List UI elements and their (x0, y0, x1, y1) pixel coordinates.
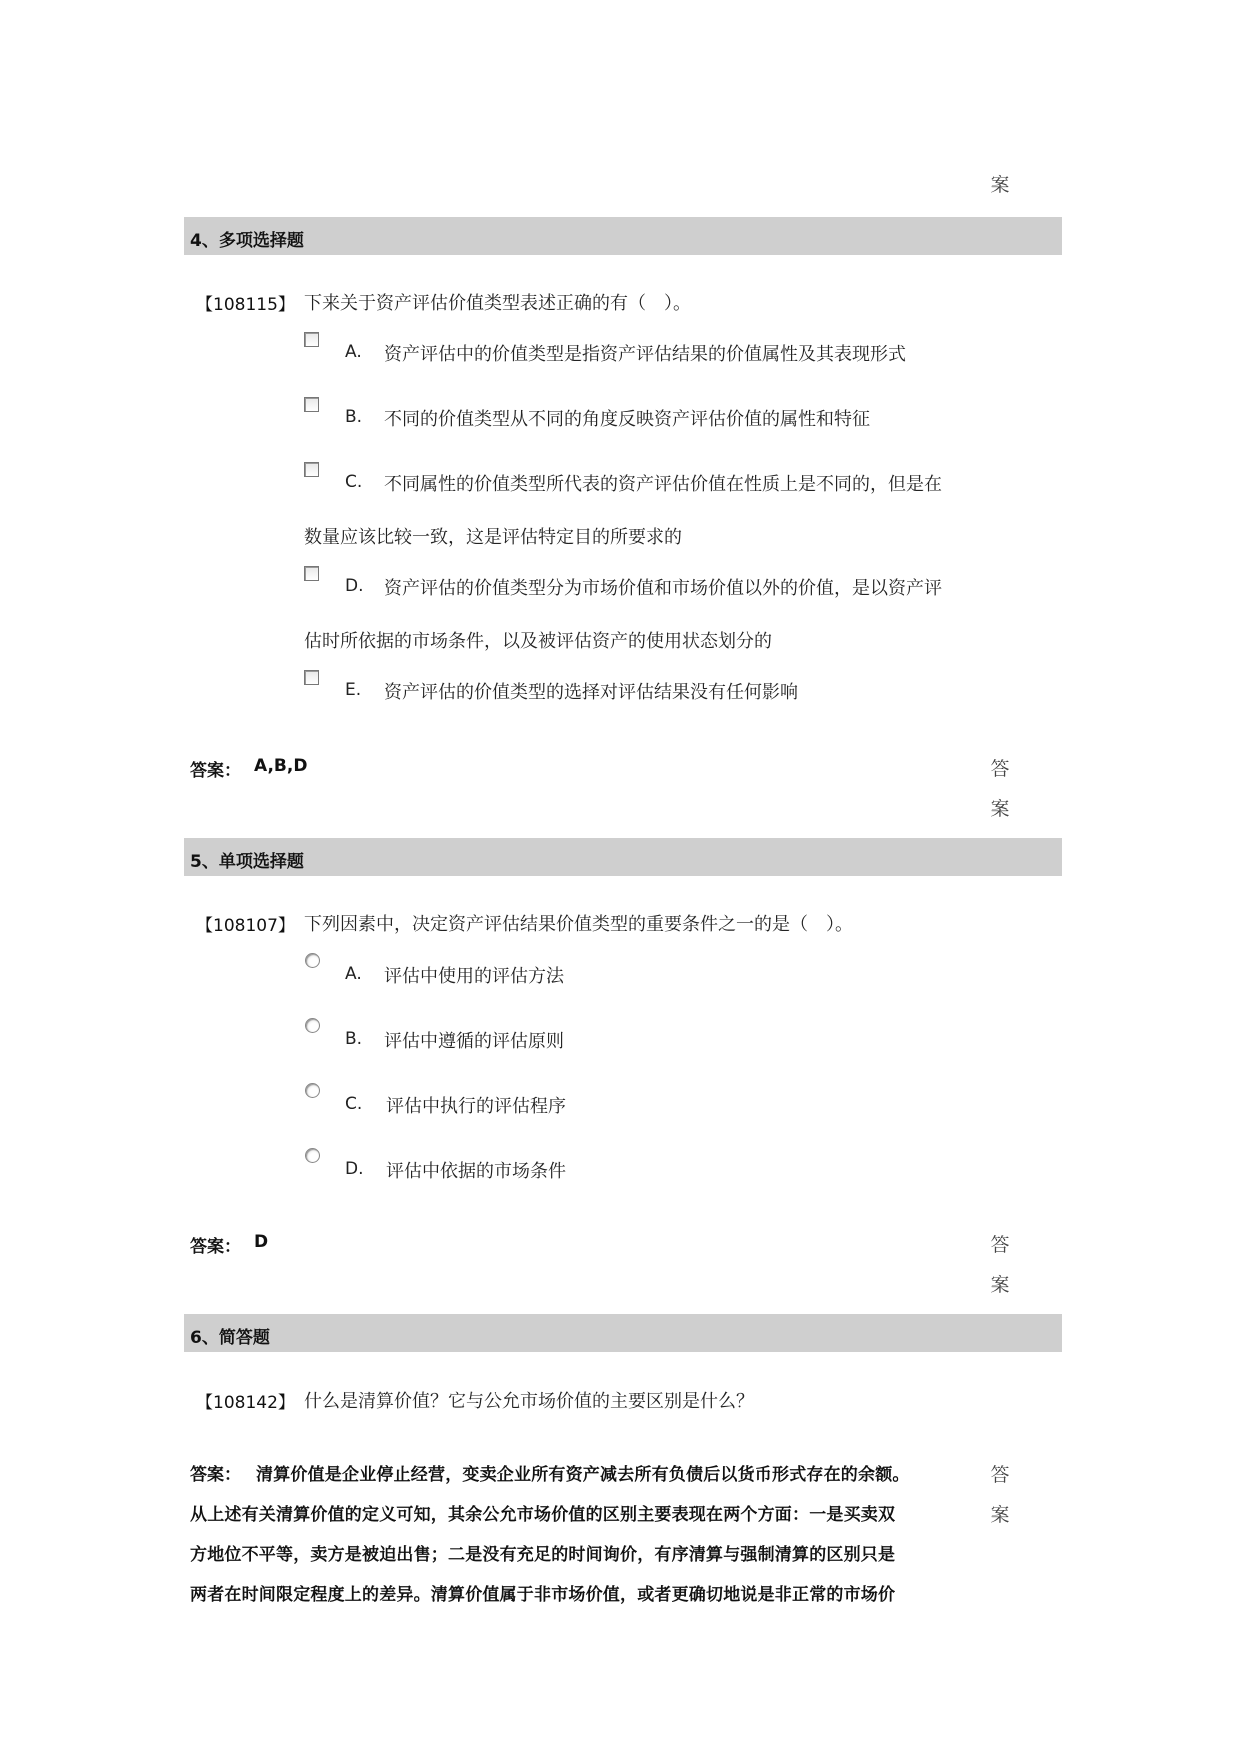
section-title: 4、多项选择题 (190, 231, 304, 251)
section-header-short-answer (184, 1314, 1062, 1352)
option-a-text: 资产评估中的价值类型是指资产评估结果的价值属性及其表现形式 (384, 344, 906, 365)
option-e-text: 资产评估的价值类型的选择对评估结果没有任何影响 (384, 682, 798, 703)
option-d-text-continued: 估时所依据的市场条件，以及被评估资产的使用状态划分的 (304, 631, 772, 652)
answer-line: 清算价值是企业停止经营，变卖企业所有资产减去所有负债后以货币形式存在的余额。 (256, 1465, 910, 1485)
option-b-letter: B. (345, 1029, 363, 1049)
answer-label: 答案： (190, 761, 241, 781)
option-d-text: 评估中依据的市场条件 (386, 1161, 566, 1182)
option-c-checkbox[interactable] (304, 462, 319, 477)
section-title: 6、简答题 (190, 1328, 270, 1348)
option-d-radio[interactable] (305, 1148, 320, 1163)
answer-toggle-label[interactable]: 答 (990, 1234, 1010, 1256)
option-b-checkbox[interactable] (304, 397, 319, 412)
question-text: 下来关于资产评估价值类型表述正确的有（ ）。 (304, 293, 691, 314)
option-b-text: 评估中遵循的评估原则 (384, 1031, 564, 1052)
option-a-letter: A. (345, 342, 362, 362)
answer-line: 方地位不平等，卖方是被迫出售；二是没有充足的时间询价，有序清算与强制清算的区别只是 (190, 1545, 896, 1565)
option-c-text-continued: 数量应该比较一致，这是评估特定目的所要求的 (304, 527, 682, 548)
answer-value: A,B,D (254, 756, 308, 776)
option-d-checkbox[interactable] (304, 566, 319, 581)
option-d-text: 资产评估的价值类型分为市场价值和市场价值以外的价值，是以资产评 (384, 578, 942, 599)
option-b-radio[interactable] (305, 1018, 320, 1033)
option-e-checkbox[interactable] (304, 670, 319, 685)
option-d-letter: D. (345, 576, 364, 596)
answer-toggle-label-top[interactable]: 案 (990, 174, 1010, 196)
answer-toggle-label[interactable]: 答 (990, 1464, 1010, 1486)
question-id: 【108107】 (196, 916, 295, 936)
answer-label: 答案： (190, 1465, 241, 1485)
question-id: 【108142】 (196, 1393, 295, 1413)
answer-label: 答案： (190, 1237, 241, 1257)
option-b-letter: B. (345, 407, 363, 427)
answer-toggle-label[interactable]: 案 (990, 1274, 1010, 1296)
option-c-text: 不同属性的价值类型所代表的资产评估价值在性质上是不同的，但是在 (384, 474, 942, 495)
answer-line: 从上述有关清算价值的定义可知，其余公允市场价值的区别主要表现在两个方面：一是买卖双 (190, 1505, 896, 1525)
option-a-checkbox[interactable] (304, 332, 319, 347)
option-e-letter: E. (345, 680, 362, 700)
option-b-text: 不同的价值类型从不同的角度反映资产评估价值的属性和特征 (384, 409, 870, 430)
answer-line: 两者在时间限定程度上的差异。清算价值属于非市场价值，或者更确切地说是非正常的市场价 (190, 1585, 896, 1605)
section-header-multiple-choice (184, 217, 1062, 255)
option-c-letter: C. (345, 1094, 363, 1114)
option-c-radio[interactable] (305, 1083, 320, 1098)
option-c-text: 评估中执行的评估程序 (386, 1096, 566, 1117)
section-header-single-choice (184, 838, 1062, 876)
question-text: 下列因素中，决定资产评估结果价值类型的重要条件之一的是（ ）。 (304, 914, 853, 935)
answer-value: D (254, 1232, 269, 1252)
option-d-letter: D. (345, 1159, 364, 1179)
option-a-text: 评估中使用的评估方法 (384, 966, 564, 987)
answer-toggle-label[interactable]: 答 (990, 758, 1010, 780)
question-text: 什么是清算价值？它与公允市场价值的主要区别是什么？ (304, 1391, 754, 1412)
answer-toggle-label[interactable]: 案 (990, 1504, 1010, 1526)
answer-toggle-label[interactable]: 案 (990, 798, 1010, 820)
option-a-radio[interactable] (305, 953, 320, 968)
option-c-letter: C. (345, 472, 363, 492)
section-title: 5、单项选择题 (190, 852, 304, 872)
option-a-letter: A. (345, 964, 362, 984)
question-id: 【108115】 (196, 295, 295, 315)
